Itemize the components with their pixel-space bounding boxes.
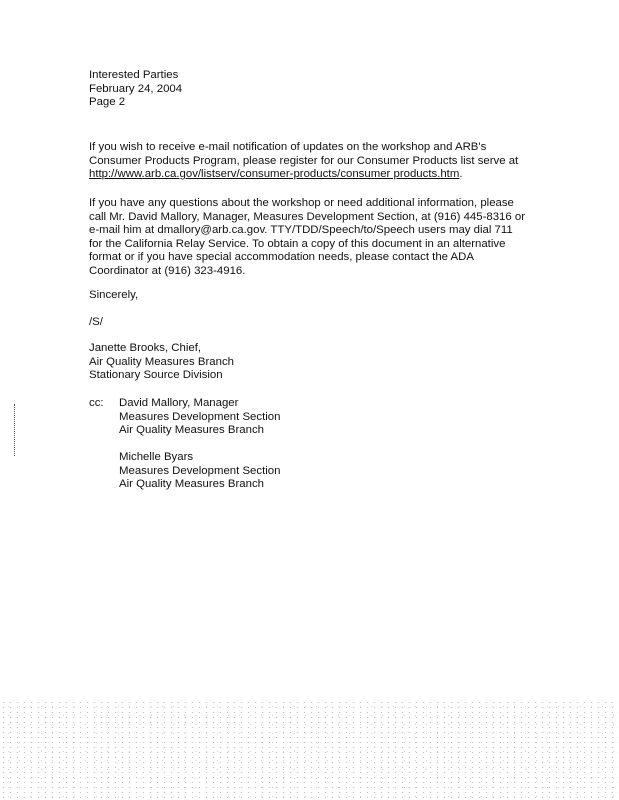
margin-scan-mark	[14, 404, 16, 456]
signer-division: Stationary Source Division	[89, 369, 223, 382]
listserv-link[interactable]: http://www.arb.ca.gov/listserv/consumer-products/consumer products.htm	[89, 168, 460, 181]
cc-label: cc:	[89, 397, 104, 409]
signer-block	[89, 342, 234, 383]
signature: /S/	[89, 316, 103, 328]
cc-recipient-section: Measures Development Section	[119, 410, 281, 423]
closing-salutation: Sincerely,	[89, 289, 139, 301]
scan-noise	[0, 700, 619, 800]
paragraph-line: If you have any questions about the workshop or need additional information, please	[89, 197, 514, 209]
cc-recipient	[119, 451, 280, 492]
paragraph-line: Coordinator at (916) 323-4916.	[89, 264, 246, 277]
signer-branch: Air Quality Measures Branch	[89, 355, 234, 368]
header-recipient: Interested Parties	[89, 69, 179, 81]
paragraph-line	[89, 168, 518, 182]
paragraph-line: format or if you have special accommodation needs, please contact the ADA	[89, 251, 474, 264]
letter-header	[89, 69, 182, 110]
cc-recipient-section: Measures Development Section	[119, 464, 281, 477]
paragraph-line: e-mail him at dmallory@arb.ca.gov. TTY/TDD/Speech/to/Speech users may dial 711	[89, 224, 513, 237]
paragraph-line: If you wish to receive e-mail notification of updates on the workshop and ARB's	[89, 141, 487, 153]
cc-recipient	[119, 397, 280, 438]
cc-recipient-branch: Air Quality Measures Branch	[119, 424, 264, 437]
paragraph-line: for the California Relay Service. To obtain a copy of this document in an alternative	[89, 237, 506, 250]
header-date: February 24, 2004	[89, 82, 183, 95]
paragraph-line: call Mr. David Mallory, Manager, Measures Development Section, at (916) 445-8316 or	[89, 210, 526, 223]
cc-recipient-name: Michelle Byars	[119, 451, 194, 463]
header-page-number: Page 2	[89, 96, 126, 109]
paragraph-listserv	[89, 141, 518, 182]
paragraph-contact	[89, 197, 525, 279]
signer-name-title: Janette Brooks, Chief,	[89, 342, 202, 354]
link-suffix: .	[459, 168, 463, 181]
cc-recipient-name: David Mallory, Manager	[119, 397, 239, 409]
cc-recipient-branch: Air Quality Measures Branch	[119, 478, 264, 491]
paragraph-line: Consumer Products Program, please register for our Consumer Products list serve at	[89, 154, 519, 167]
